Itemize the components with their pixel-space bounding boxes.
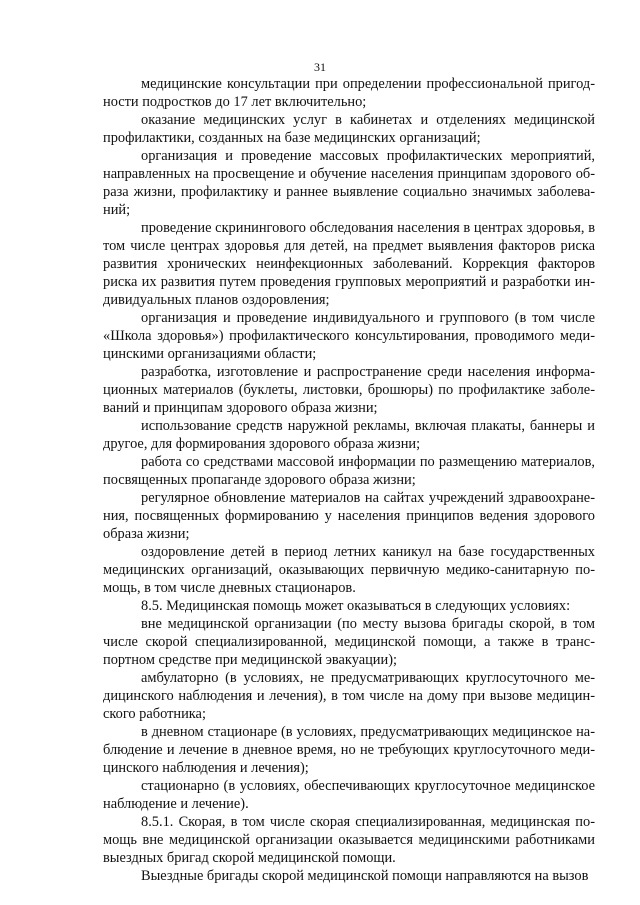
text-line: блюдение и лечение в дневное время, но не требующих круглосуточного меди-: [103, 742, 595, 758]
paragraph: [103, 597, 595, 615]
paragraph: [103, 723, 595, 777]
paragraph: [103, 543, 595, 597]
paragraph: [103, 75, 595, 111]
text-line: цинского наблюдения и лечения);: [103, 760, 309, 776]
paragraph: [103, 417, 595, 453]
text-line: направленных на просвещение и обучение населения принципам здорового об-: [103, 166, 595, 182]
text-line: медицинских организаций, оказывающих первичную медико-санитарную по-: [103, 562, 595, 578]
text-line: стационарно (в условиях, обеспечивающих круглосуточное медицинское: [141, 778, 595, 794]
paragraph: [103, 219, 595, 309]
paragraph: [103, 489, 595, 543]
text-line: цинскими организациями области;: [103, 346, 317, 362]
page-number: 31: [314, 60, 326, 74]
paragraph: [103, 777, 595, 813]
text-line: организация и проведение массовых профилактических мероприятий,: [141, 148, 595, 164]
paragraph: [103, 309, 595, 363]
paragraph: [103, 669, 595, 723]
text-line: использование средств наружной рекламы, включая плакаты, баннеры и: [141, 418, 595, 434]
text-line: ского работника;: [103, 706, 206, 722]
paragraph: [103, 147, 595, 219]
text-line: наблюдение и лечение).: [103, 796, 249, 812]
text-line: портном средстве при медицинской эвакуации);: [103, 652, 398, 668]
text-line: раза жизни, профилактику и раннее выявление социально значимых заболева-: [103, 184, 595, 200]
text-line: оздоровление детей в период летних каникул на базе государственных: [141, 544, 595, 560]
document-body: [103, 75, 595, 885]
text-line: профилактики, созданных на базе медицинских организаций;: [103, 130, 481, 146]
text-line: организация и проведение индивидуального и группового (в том числе: [141, 310, 595, 326]
text-line: Выездные бригады скорой медицинской помощи направляются на вызов: [141, 868, 589, 884]
text-line: ния, посвященных формированию у населения принципов ведения здорового: [103, 508, 595, 524]
text-line: проведение скринингового обследования населения в центрах здоровья, в: [141, 220, 595, 236]
text-line: дивидуальных планов оздоровления;: [103, 292, 330, 308]
text-line: мощь вне медицинской организации оказывается медицинскими работниками: [103, 832, 595, 848]
paragraph: [103, 453, 595, 489]
paragraph: [103, 813, 595, 867]
text-line: работа со средствами массовой информации по размещению материалов,: [141, 454, 595, 470]
text-line: развития хронических неинфекционных заболеваний. Коррекция факторов: [103, 256, 595, 272]
paragraph: [103, 867, 595, 885]
text-line: том числе центрах здоровья для детей, на предмет выявления факторов риска: [103, 238, 595, 254]
text-line: регулярное обновление материалов на сайтах учреждений здравоохране-: [141, 490, 595, 506]
text-line: посвященных пропаганде здорового образа жизни;: [103, 472, 416, 488]
text-line: дицинского наблюдения и лечения), в том числе на дому при вызове медицин-: [103, 688, 595, 704]
text-line: риска их развития путем проведения групповых мероприятий и разработки ин-: [103, 274, 595, 290]
text-line: образа жизни;: [103, 526, 190, 542]
paragraph: [103, 111, 595, 147]
text-line: 8.5.1. Скорая, в том числе скорая специализированная, медицинская по-: [141, 814, 595, 830]
text-line: другое, для формирования здорового образа жизни;: [103, 436, 421, 452]
text-line: «Школа здоровья») профилактического консультирования, проводимого меди-: [103, 328, 595, 344]
text-line: ваний и принципам здорового образа жизни;: [103, 400, 378, 416]
text-line: числе скорой специализированной, медицинской помощи, а также в транс-: [103, 634, 595, 650]
text-line: в дневном стационаре (в условиях, предусматривающих медицинское на-: [141, 724, 595, 740]
text-line: ционных материалов (буклеты, листовки, брошюры) по профилактике заболе-: [103, 382, 595, 398]
paragraph: [103, 363, 595, 417]
text-line: разработка, изготовление и распространение среди населения информа-: [141, 364, 595, 380]
text-line: мощь, в том числе дневных стационаров.: [103, 580, 356, 596]
text-line: ний;: [103, 202, 131, 218]
text-line: оказание медицинских услуг в кабинетах и отделениях медицинской: [141, 112, 595, 128]
text-line: медицинские консультации при определении профессиональной пригод-: [141, 76, 595, 92]
text-line: вне медицинской организации (по месту вызова бригады скорой, в том: [141, 616, 595, 632]
text-line: выездных бригад скорой медицинской помощи.: [103, 850, 396, 866]
text-line: амбулаторно (в условиях, не предусматривающих круглосуточного ме-: [141, 670, 595, 686]
paragraph: [103, 615, 595, 669]
text-line: 8.5. Медицинская помощь может оказываться в следующих условиях:: [141, 598, 571, 614]
text-line: ности подростков до 17 лет включительно;: [103, 94, 367, 110]
